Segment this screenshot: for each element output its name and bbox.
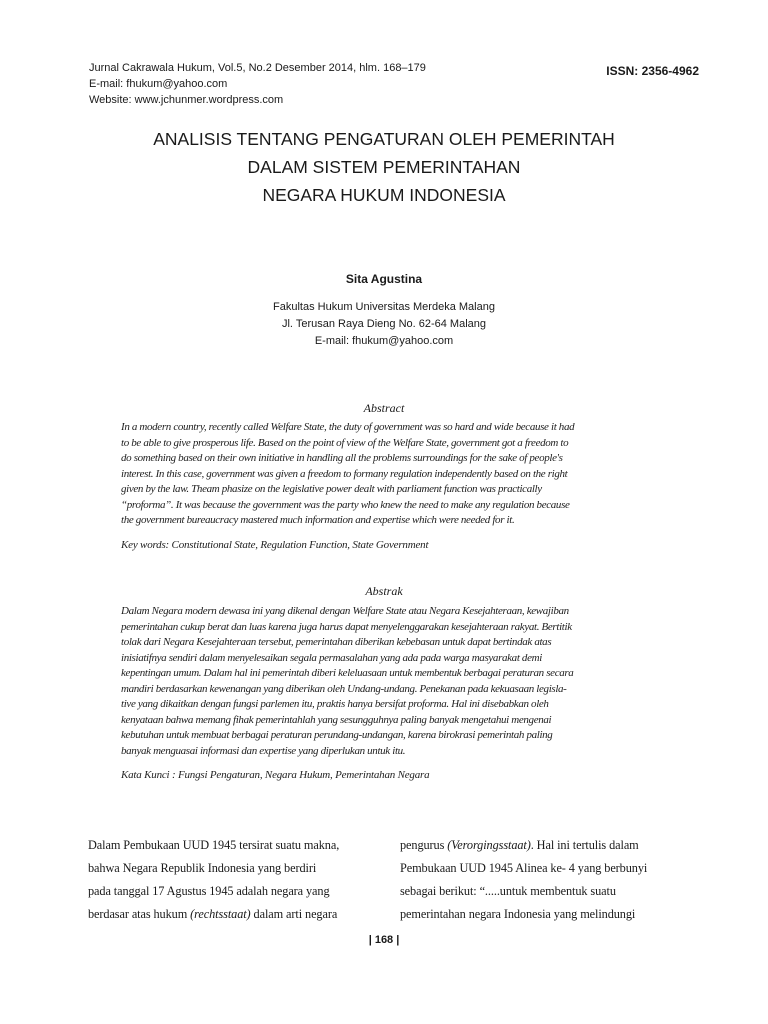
title-line: ANALISIS TENTANG PENGATURAN OLEH PEMERINTAH	[153, 129, 615, 149]
author-name: Sita Agustina	[345, 272, 423, 286]
title-line: NEGARA HUKUM INDONESIA	[262, 185, 506, 205]
abstrak-line: kepentingan umum. Dalam hal ini pemerintah diberi keleluasaan untuk membentuk berbagai peraturan secara	[121, 667, 574, 679]
abstrak-line: kenyataan bahwa memang fihak pemerintahlah yang sesungguhnya paling banyak mengetahui mengenai	[121, 713, 552, 726]
body-line: pemerintahan negara Indonesia yang melindungi	[400, 907, 636, 921]
body-line: berdasar atas hukum (rechtsstaat) dalam arti negara	[88, 907, 338, 921]
abstrak-line: banyak menguasai informasi dan expertise yang diperlukan untuk itu.	[121, 744, 406, 757]
affiliation-line: E-mail: fhukum@yahoo.com	[314, 335, 454, 347]
abstract-keywords: Key words: Constitutional State, Regulation Function, State Government	[121, 539, 429, 551]
abstract-line: interest. In this case, government was given a freedom to formany regulation independently based on the right	[121, 467, 568, 480]
abstrak-body	[121, 604, 667, 759]
abstract-line: “proforma”. It was because the government was the party who knew the need to make any regulation because	[121, 498, 570, 511]
abstract-line: do something based on their own initiative in handling all the problems surroundings for the sake of people's	[121, 452, 563, 464]
body-line: Pembukaan UUD 1945 Alinea ke- 4 yang berbunyi	[400, 861, 648, 875]
abstract-line: given by the law. Theam phasize on the legislative power dealt with parliament function was practically	[121, 483, 542, 495]
journal-header	[89, 60, 699, 108]
abstrak-line: inisiatifnya sendiri dalam menyelesaikan segala permasalahan yang ada pada warga masyarakat demi	[121, 651, 542, 664]
abstract-line: In a modern country, recently called Welfare State, the duty of government was so hard and wide because it had	[121, 421, 575, 433]
abstrak-line: mandiri berdasarkan kewenangan yang diberikan oleh Undang-undang. Penekanan pada kekuasaan legisla-	[121, 682, 567, 695]
abstract-body	[121, 420, 667, 529]
title-line: DALAM SISTEM PEMERINTAHAN	[247, 157, 521, 177]
issn-label: ISSN: 2356-4962	[606, 64, 699, 78]
italic-term: (rechtsstaat)	[190, 907, 251, 921]
affiliation-line: Fakultas Hukum Universitas Merdeka Malang	[273, 301, 495, 313]
abstract-line: to be able to give prosperous life. Based on the point of view of the Welfare State, government got a freedom to	[121, 436, 569, 449]
page-number: | 168 |	[368, 934, 400, 946]
abstrak-heading: Abstrak	[365, 584, 403, 598]
italic-term: (Verorgingsstaat)	[447, 838, 531, 852]
body-line: Dalam Pembukaan UUD 1945 tersirat suatu makna,	[88, 838, 340, 852]
body-line: sebagai berikut: “.....untuk membentuk suatu	[400, 884, 616, 898]
body-column-left	[88, 834, 360, 926]
author-affiliation	[90, 299, 678, 350]
body-line: pada tanggal 17 Agustus 1945 adalah negara yang	[88, 884, 330, 898]
abstract-heading: Abstract	[363, 401, 405, 415]
abstrak-line: tolak dari Negara Kesejahteraan tersebut, pemerintahan diberikan kebebasan untuk dapat bertindak atas	[121, 636, 552, 648]
abstract-line: the government bureaucracy mastered much information and expertise which were needed for it.	[121, 514, 515, 526]
affiliation-line: Jl. Terusan Raya Dieng No. 62-64 Malang	[281, 318, 487, 330]
body-column-right	[400, 834, 672, 926]
journal-website: Website: www.jchunmer.wordpress.com	[89, 94, 284, 106]
abstrak-line: kebutuhan untuk membuat berbagai peraturan perundang-undangan, karena birokrasi pemerintah paling	[121, 729, 553, 741]
body-line: pengurus (Verorgingsstaat). Hal ini tertulis dalam	[400, 838, 639, 852]
abstrak-line: pemerintahan cukup berat dan luas karena juga harus dapat menyelenggarakan kesejahteraan rakyat. Bertitik	[121, 620, 572, 633]
journal-email: E-mail: fhukum@yahoo.com	[89, 78, 228, 90]
body-line: bahwa Negara Republik Indonesia yang berdiri	[88, 861, 317, 875]
abstrak-keywords: Kata Kunci : Fungsi Pengaturan, Negara Hukum, Pemerintahan Negara	[121, 769, 430, 781]
article-title	[90, 125, 678, 209]
journal-citation: Jurnal Cakrawala Hukum, Vol.5, No.2 Desember 2014, hlm. 168–179	[89, 62, 426, 74]
abstrak-line: Dalam Negara modern dewasa ini yang dikenal dengan Welfare State atau Negara Kesejahteraan, kewajiban	[121, 605, 569, 617]
abstrak-line: tive yang dikaitkan dengan fungsi parlemen itu, praktis hanya bersifat proforma. Hal ini disebabkan oleh	[121, 698, 549, 710]
